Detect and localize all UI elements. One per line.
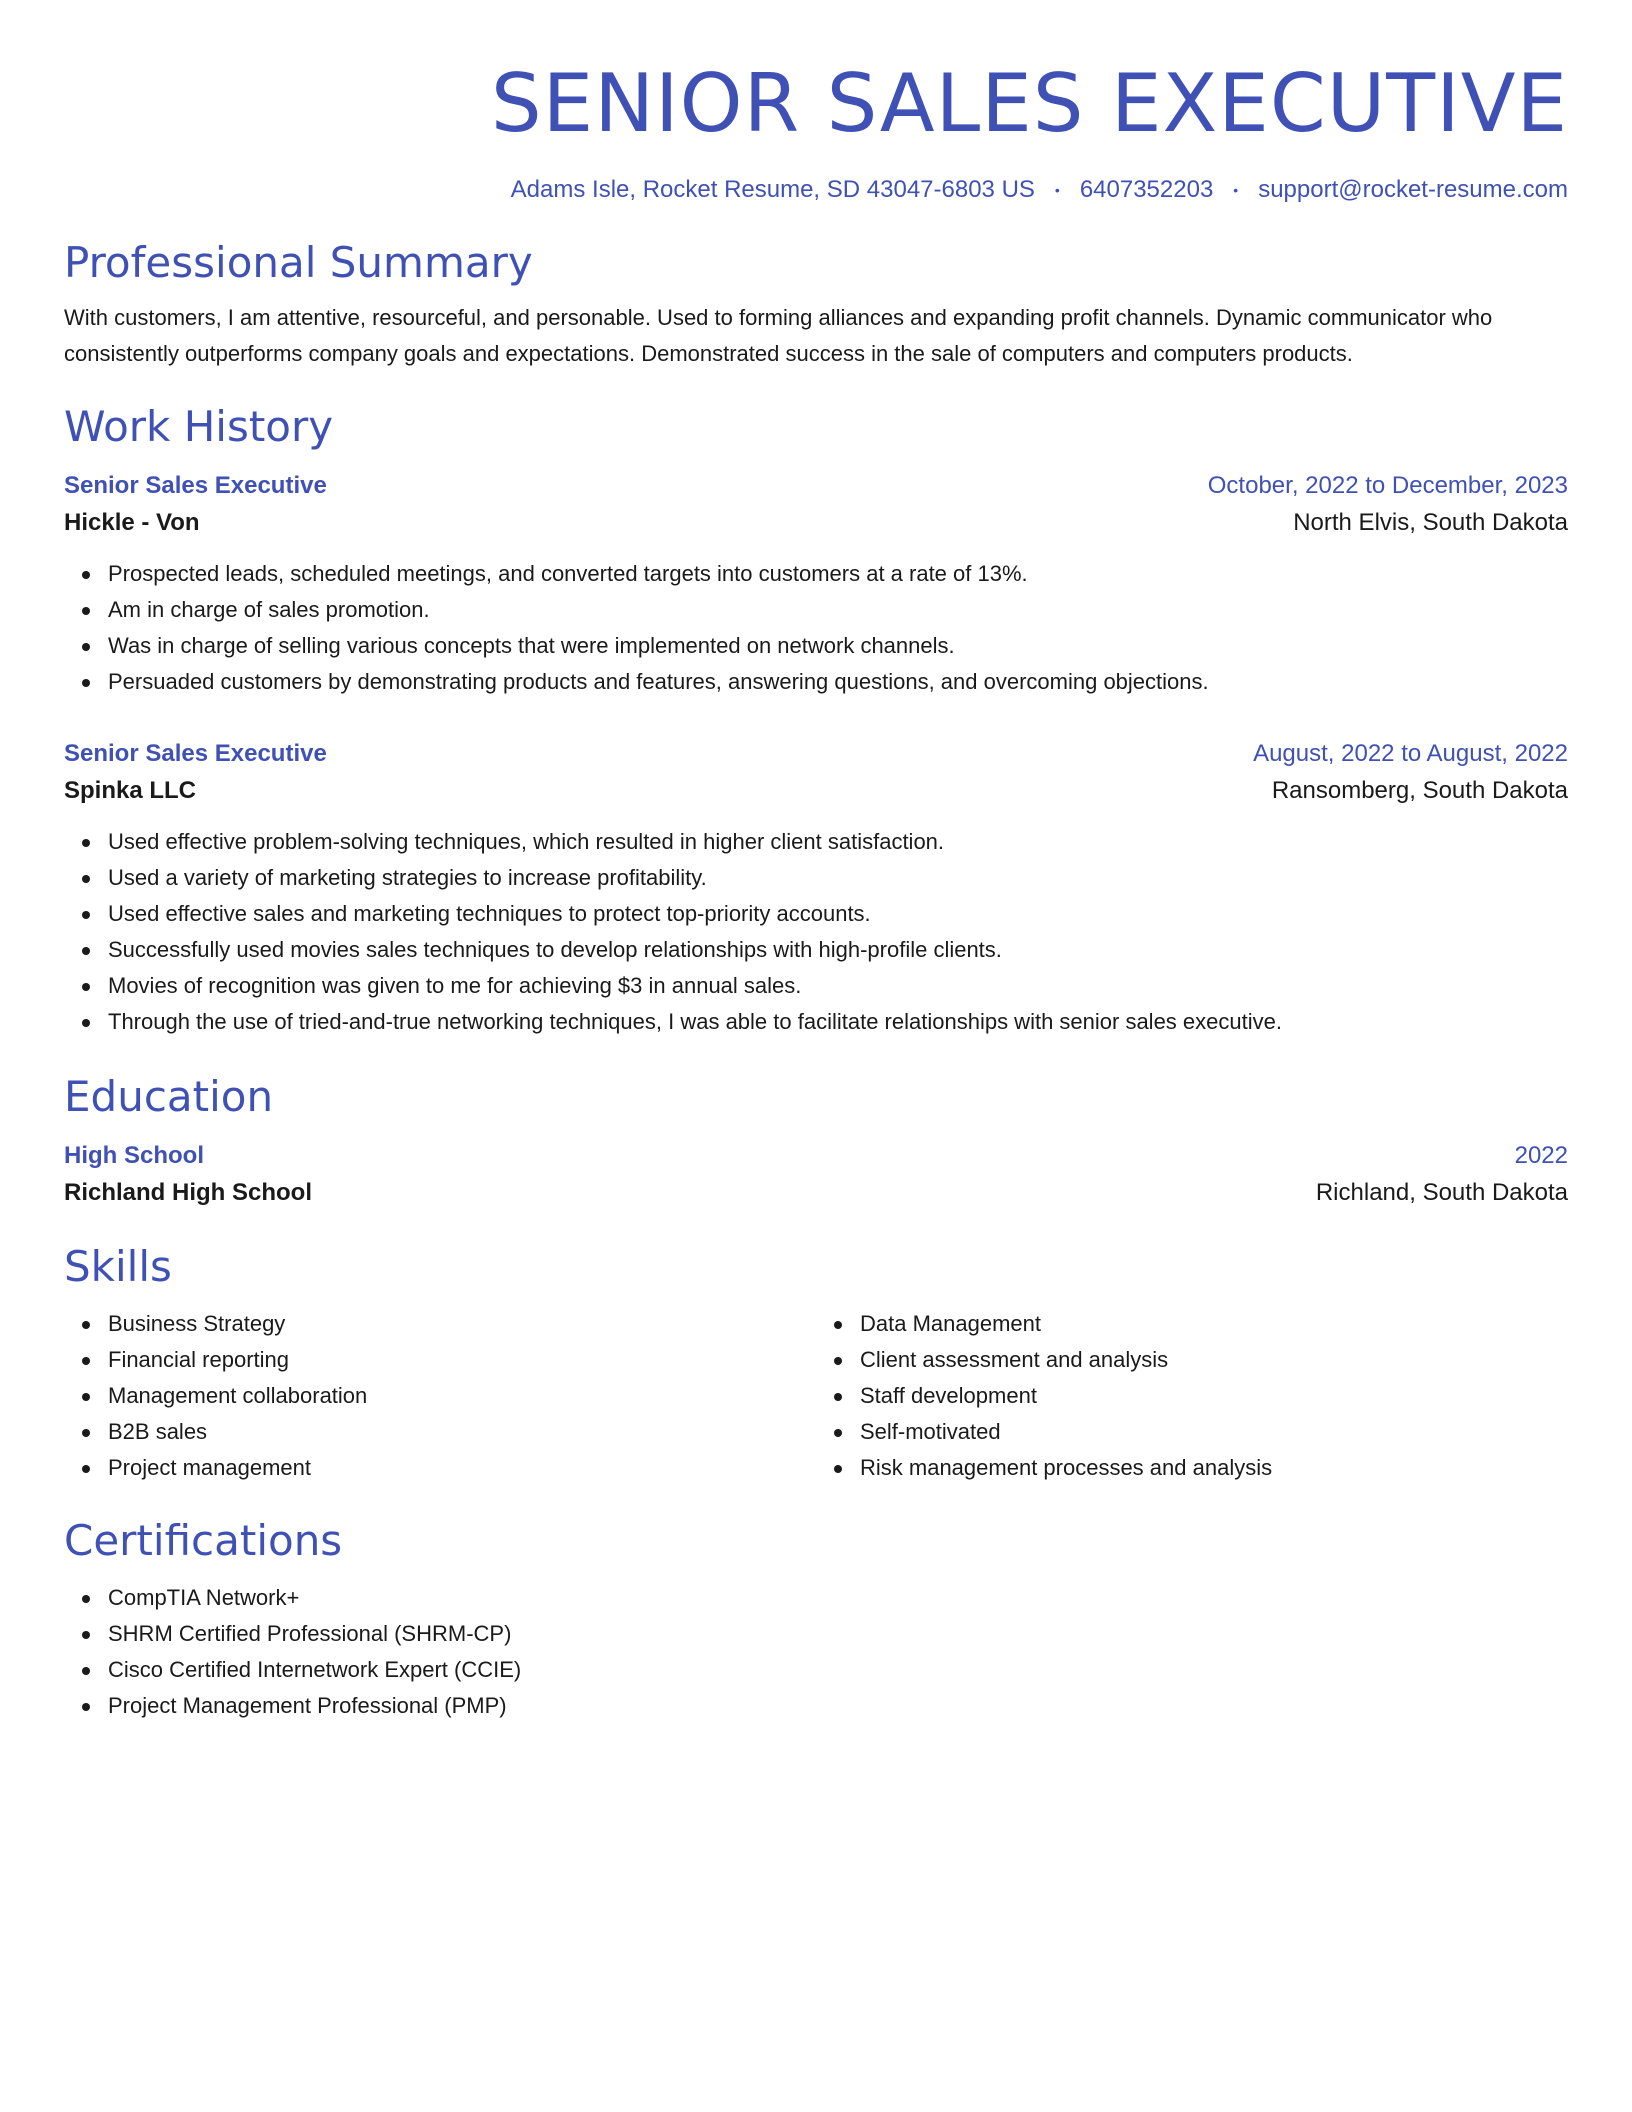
job-bullet: Am in charge of sales promotion. — [108, 592, 1568, 628]
skills-list-right — [816, 1306, 1568, 1486]
work-history-heading: Work History — [64, 402, 334, 451]
job-dates: October, 2022 to December, 2023 — [1207, 472, 1568, 499]
job-location: Ransomberg, South Dakota — [1271, 777, 1568, 804]
contact-address: Adams Isle, Rocket Resume, SD 43047-6803 US — [510, 176, 1035, 203]
skills-grid — [64, 1306, 1568, 1486]
job-role: Senior Sales Executive — [64, 472, 327, 499]
skills-list-left — [64, 1306, 816, 1486]
education-year: 2022 — [1514, 1142, 1568, 1169]
certification-item: SHRM Certified Professional (SHRM-CP) — [108, 1616, 1568, 1652]
certification-item: CompTIA Network+ — [108, 1580, 1568, 1616]
skill-item: Project management — [108, 1450, 816, 1486]
contact-separator: • — [1054, 182, 1060, 198]
job-company: Spinka LLC — [64, 777, 197, 804]
skill-item: B2B sales — [108, 1414, 816, 1450]
job-entry — [64, 468, 1568, 700]
summary-text: With customers, I am attentive, resourceful, and personable. Used to forming alliances and expanding profit channels. Dynamic communicator who consistently outperforms company goals and expectations. Demonstrated success in the sale of computers and computers products. — [64, 305, 1493, 366]
job-bullet: Used a variety of marketing strategies to increase profitability. — [108, 860, 1568, 896]
job-dates: August, 2022 to August, 2022 — [1253, 740, 1568, 767]
skill-item: Business Strategy — [108, 1306, 816, 1342]
job-bullets — [64, 556, 1568, 700]
certification-item: Cisco Certified Internetwork Expert (CCIE) — [108, 1652, 1568, 1688]
job-bullet: Through the use of tried-and-true networking techniques, I was able to facilitate relationships with senior sales executive. — [108, 1004, 1568, 1040]
job-bullet: Movies of recognition was given to me for achieving $3 in annual sales. — [108, 968, 1568, 1004]
job-entry — [64, 736, 1568, 1040]
skill-item: Risk management processes and analysis — [860, 1450, 1568, 1486]
skills-heading: Skills — [64, 1242, 172, 1291]
job-row-top — [64, 736, 1568, 772]
education-heading: Education — [64, 1072, 274, 1121]
summary-heading: Professional Summary — [64, 238, 533, 287]
skill-item: Financial reporting — [108, 1342, 816, 1378]
job-row-bottom — [64, 772, 1568, 810]
skill-item: Self-motivated — [860, 1414, 1568, 1450]
education-row-bottom — [64, 1174, 1568, 1212]
job-bullet: Was in charge of selling various concepts that were implemented on network channels. — [108, 628, 1568, 664]
job-role: Senior Sales Executive — [64, 740, 327, 767]
skill-item: Staff development — [860, 1378, 1568, 1414]
skill-item: Management collaboration — [108, 1378, 816, 1414]
job-location: North Elvis, South Dakota — [1293, 509, 1568, 536]
certifications-list — [64, 1580, 1568, 1724]
job-bullet: Used effective sales and marketing techniques to protect top-priority accounts. — [108, 896, 1568, 932]
education-entry — [64, 1138, 1568, 1212]
education-row-top — [64, 1138, 1568, 1174]
certification-item: Project Management Professional (PMP) — [108, 1688, 1568, 1724]
job-row-bottom — [64, 504, 1568, 542]
contact-phone: 6407352203 — [1079, 176, 1214, 203]
resume-title: SENIOR SALES EXECUTIVE — [490, 57, 1568, 150]
job-bullet: Successfully used movies sales techniques to develop relationships with high-profile clients. — [108, 932, 1568, 968]
contact-separator: • — [1233, 182, 1239, 198]
job-bullet: Prospected leads, scheduled meetings, and converted targets into customers at a rate of 13%. — [108, 556, 1568, 592]
job-bullet: Persuaded customers by demonstrating products and features, answering questions, and overcoming objections. — [108, 664, 1568, 700]
contact-email[interactable]: support@rocket-resume.com — [1258, 176, 1568, 203]
resume-header — [64, 0, 1568, 206]
education-school: Richland High School — [64, 1179, 313, 1206]
education-location: Richland, South Dakota — [1315, 1179, 1568, 1206]
job-bullet: Used effective problem-solving techniques, which resulted in higher client satisfaction. — [108, 824, 1568, 860]
education-degree: High School — [64, 1142, 204, 1169]
certifications-heading: Certifications — [64, 1516, 343, 1565]
skill-item: Data Management — [860, 1306, 1568, 1342]
job-company: Hickle - Von — [64, 509, 200, 536]
job-bullets — [64, 824, 1568, 1040]
contact-line — [64, 174, 1568, 206]
skill-item: Client assessment and analysis — [860, 1342, 1568, 1378]
job-row-top — [64, 468, 1568, 504]
